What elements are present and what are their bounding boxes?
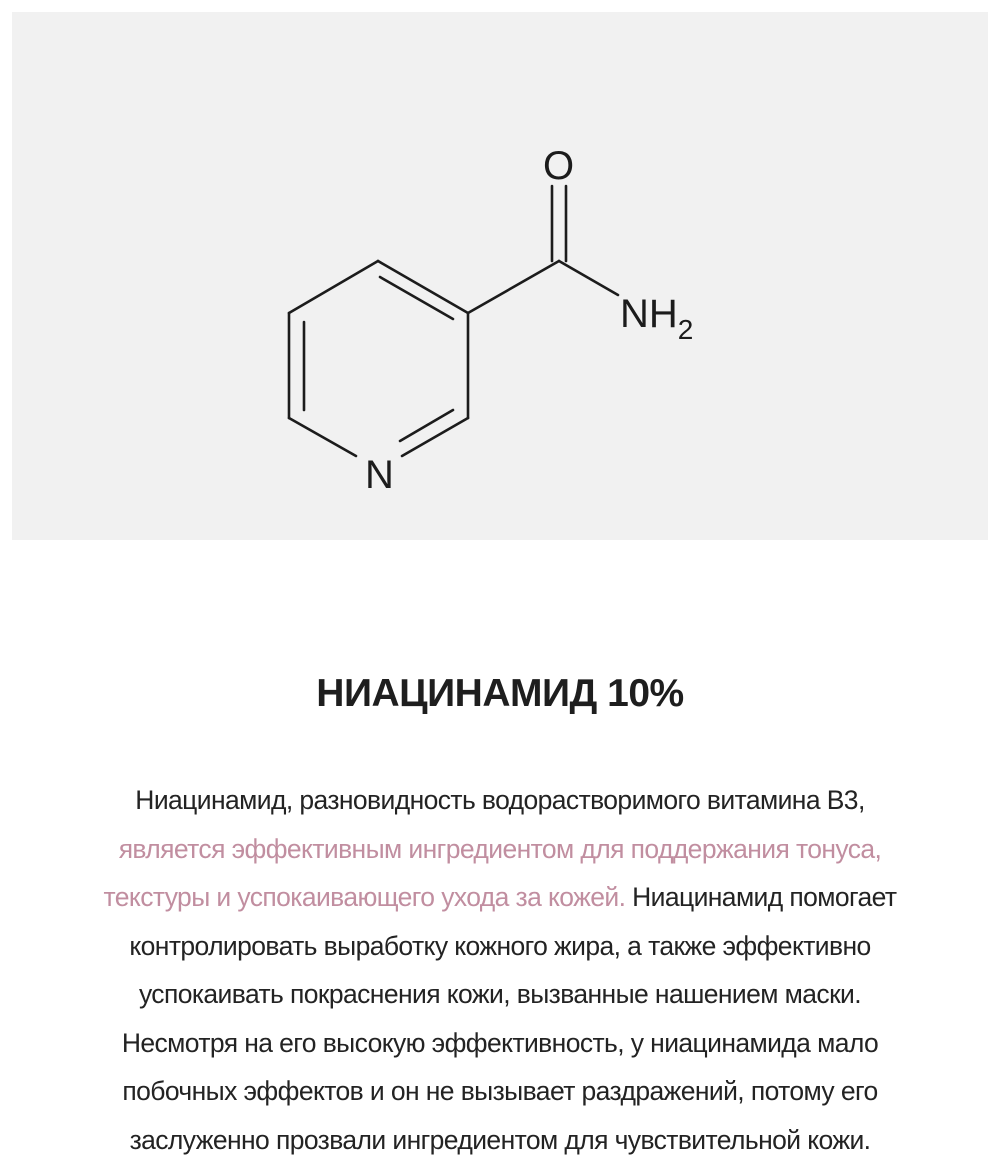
description-plain: Ниацинамид, разновидность водорастворимого витамина B3,	[135, 785, 865, 815]
structure-panel	[12, 12, 988, 540]
description-plain: контролировать выработку кожного жира, а также эффективно	[129, 930, 871, 961]
ring-bond-6	[289, 261, 378, 313]
amine-atom-label	[620, 292, 693, 345]
description-plain: побочных эффектов и он не вызывает раздражений, потому его	[122, 1076, 878, 1106]
ring-nitrogen-label: N	[365, 453, 394, 497]
description-text	[40, 776, 960, 1164]
amine-n-label: NH	[620, 292, 678, 336]
oxygen-atom-label: O	[543, 144, 575, 188]
description-plain: заслуженно прозвали ингредиентом для чувствительной кожи.	[129, 1124, 871, 1155]
description-line	[40, 1019, 960, 1068]
niacinamide-structure	[12, 12, 988, 540]
description-plain: успокаивать покраснения кожи, вызванные нашением маски.	[138, 979, 862, 1009]
description-accent: текстуры и успокаивающего ухода за кожей.	[103, 882, 626, 912]
ring-to-carbonyl-bond	[468, 261, 559, 313]
description-line	[40, 970, 960, 1019]
description-line	[40, 776, 960, 825]
description-line	[40, 1116, 960, 1165]
description-accent: является эффективным ингредиентом для поддержания тонуса,	[118, 833, 882, 864]
description-plain: Ниацинамид помогает	[625, 882, 897, 912]
description-line	[40, 825, 960, 874]
description-line	[40, 1067, 960, 1116]
description-plain: Несмотря на его высокую эффективность, у ниацинамида мало	[121, 1027, 879, 1058]
ring-bond-1	[378, 261, 468, 313]
ring-bond-4	[289, 418, 356, 456]
carbonyl-to-amine-bond	[559, 261, 618, 295]
ring-bond-3	[402, 418, 468, 456]
description-line	[40, 873, 960, 922]
page-title: НИАЦИНАМИД 10%	[316, 672, 684, 715]
description-line	[40, 922, 960, 971]
ring-double-bond-bottom	[400, 410, 453, 441]
amine-subscript: 2	[677, 314, 694, 345]
